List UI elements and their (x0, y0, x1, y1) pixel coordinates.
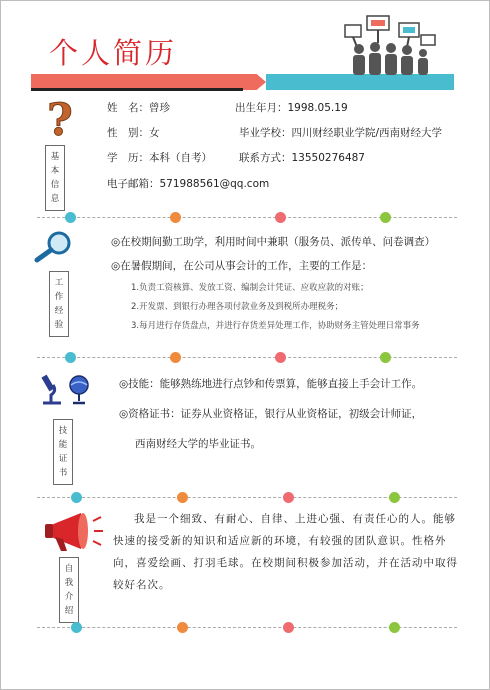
name-field: 姓 名：曾珍 (107, 102, 170, 114)
self-intro-text: 我是一个细致、有耐心、自律、上进心强、有责任心的人。能够快速的接受新的知识和适应新的环境，有较强的团队意识。性格外向，喜爱绘画、打羽毛球。在校期间积极参加活动，并在活动中取得较好名次。 (113, 513, 458, 591)
section-label-self: 自 我 介 绍 (59, 557, 79, 623)
divider-dot (177, 622, 188, 633)
cert-line-2: 西南财经大学的毕业证书。 (135, 438, 261, 450)
divider-dot (380, 352, 391, 363)
cert-line-1: ◎资格证书：证券从业资格证，银行从业资格证，初级会计师证， (119, 408, 423, 420)
divider-dot (283, 492, 294, 503)
divider-dot (71, 492, 82, 503)
divider-dot (65, 212, 76, 223)
section-divider (37, 217, 457, 218)
work-item-2: ◎在暑假期间，在公司从事会计的工作，主要的工作是： (111, 260, 373, 272)
divider-dot (177, 492, 188, 503)
magnifier-icon (31, 229, 79, 263)
education-field: 学 历：本科（自考） (107, 152, 212, 164)
microscope-globe-icon (37, 369, 97, 409)
section-label-basic: 基 本 信 息 (45, 145, 65, 211)
divider-dot (389, 622, 400, 633)
birth-field: 出生年月：1998.05.19 (235, 102, 348, 114)
section-divider (37, 357, 457, 358)
divider-dot (283, 622, 294, 633)
people-holding-signs-icon (337, 13, 437, 77)
divider-dot (71, 622, 82, 633)
divider-dot (389, 492, 400, 503)
divider-dot (170, 212, 181, 223)
work-duty-2: 2.开发票、到银行办理各项付款业务及到税所办理税务； (131, 302, 344, 312)
question-mark-icon (43, 97, 83, 139)
section-label-skills: 技 能 证 书 (53, 419, 73, 485)
skill-line: ◎技能：能够熟练地进行点钞和传票算，能够直接上手会计工作。 (119, 378, 423, 390)
gender-field: 性 别：女 (107, 127, 160, 139)
megaphone-icon (41, 507, 111, 557)
email-field: 电子邮箱：571988561@qq.com (107, 178, 270, 190)
work-duty-1: 1.负责工资核算、发放工资、编制会计凭证、应收应款的对账； (131, 283, 369, 293)
work-duty-3: 3.每月进行存货盘点，并进行存货差异处理工作，协助财务主管处理日常事务 (131, 321, 420, 331)
divider-dot (65, 352, 76, 363)
section-label-work: 工 作 经 验 (49, 271, 69, 337)
divider-dot (275, 352, 286, 363)
work-item-1: ◎在校期间勤工助学，利用时间中兼职（服务员、派传单、问卷调查） (111, 236, 436, 248)
divider-dot (380, 212, 391, 223)
school-field: 毕业学校：四川财经职业学院/西南财经大学 (239, 127, 443, 139)
svg-text:?: ? (47, 97, 73, 139)
header-bar-black (31, 88, 243, 91)
page-title: 个人简历 (49, 36, 178, 70)
divider-dot (170, 352, 181, 363)
phone-field: 联系方式：13550276487 (239, 152, 365, 164)
divider-dot (275, 212, 286, 223)
